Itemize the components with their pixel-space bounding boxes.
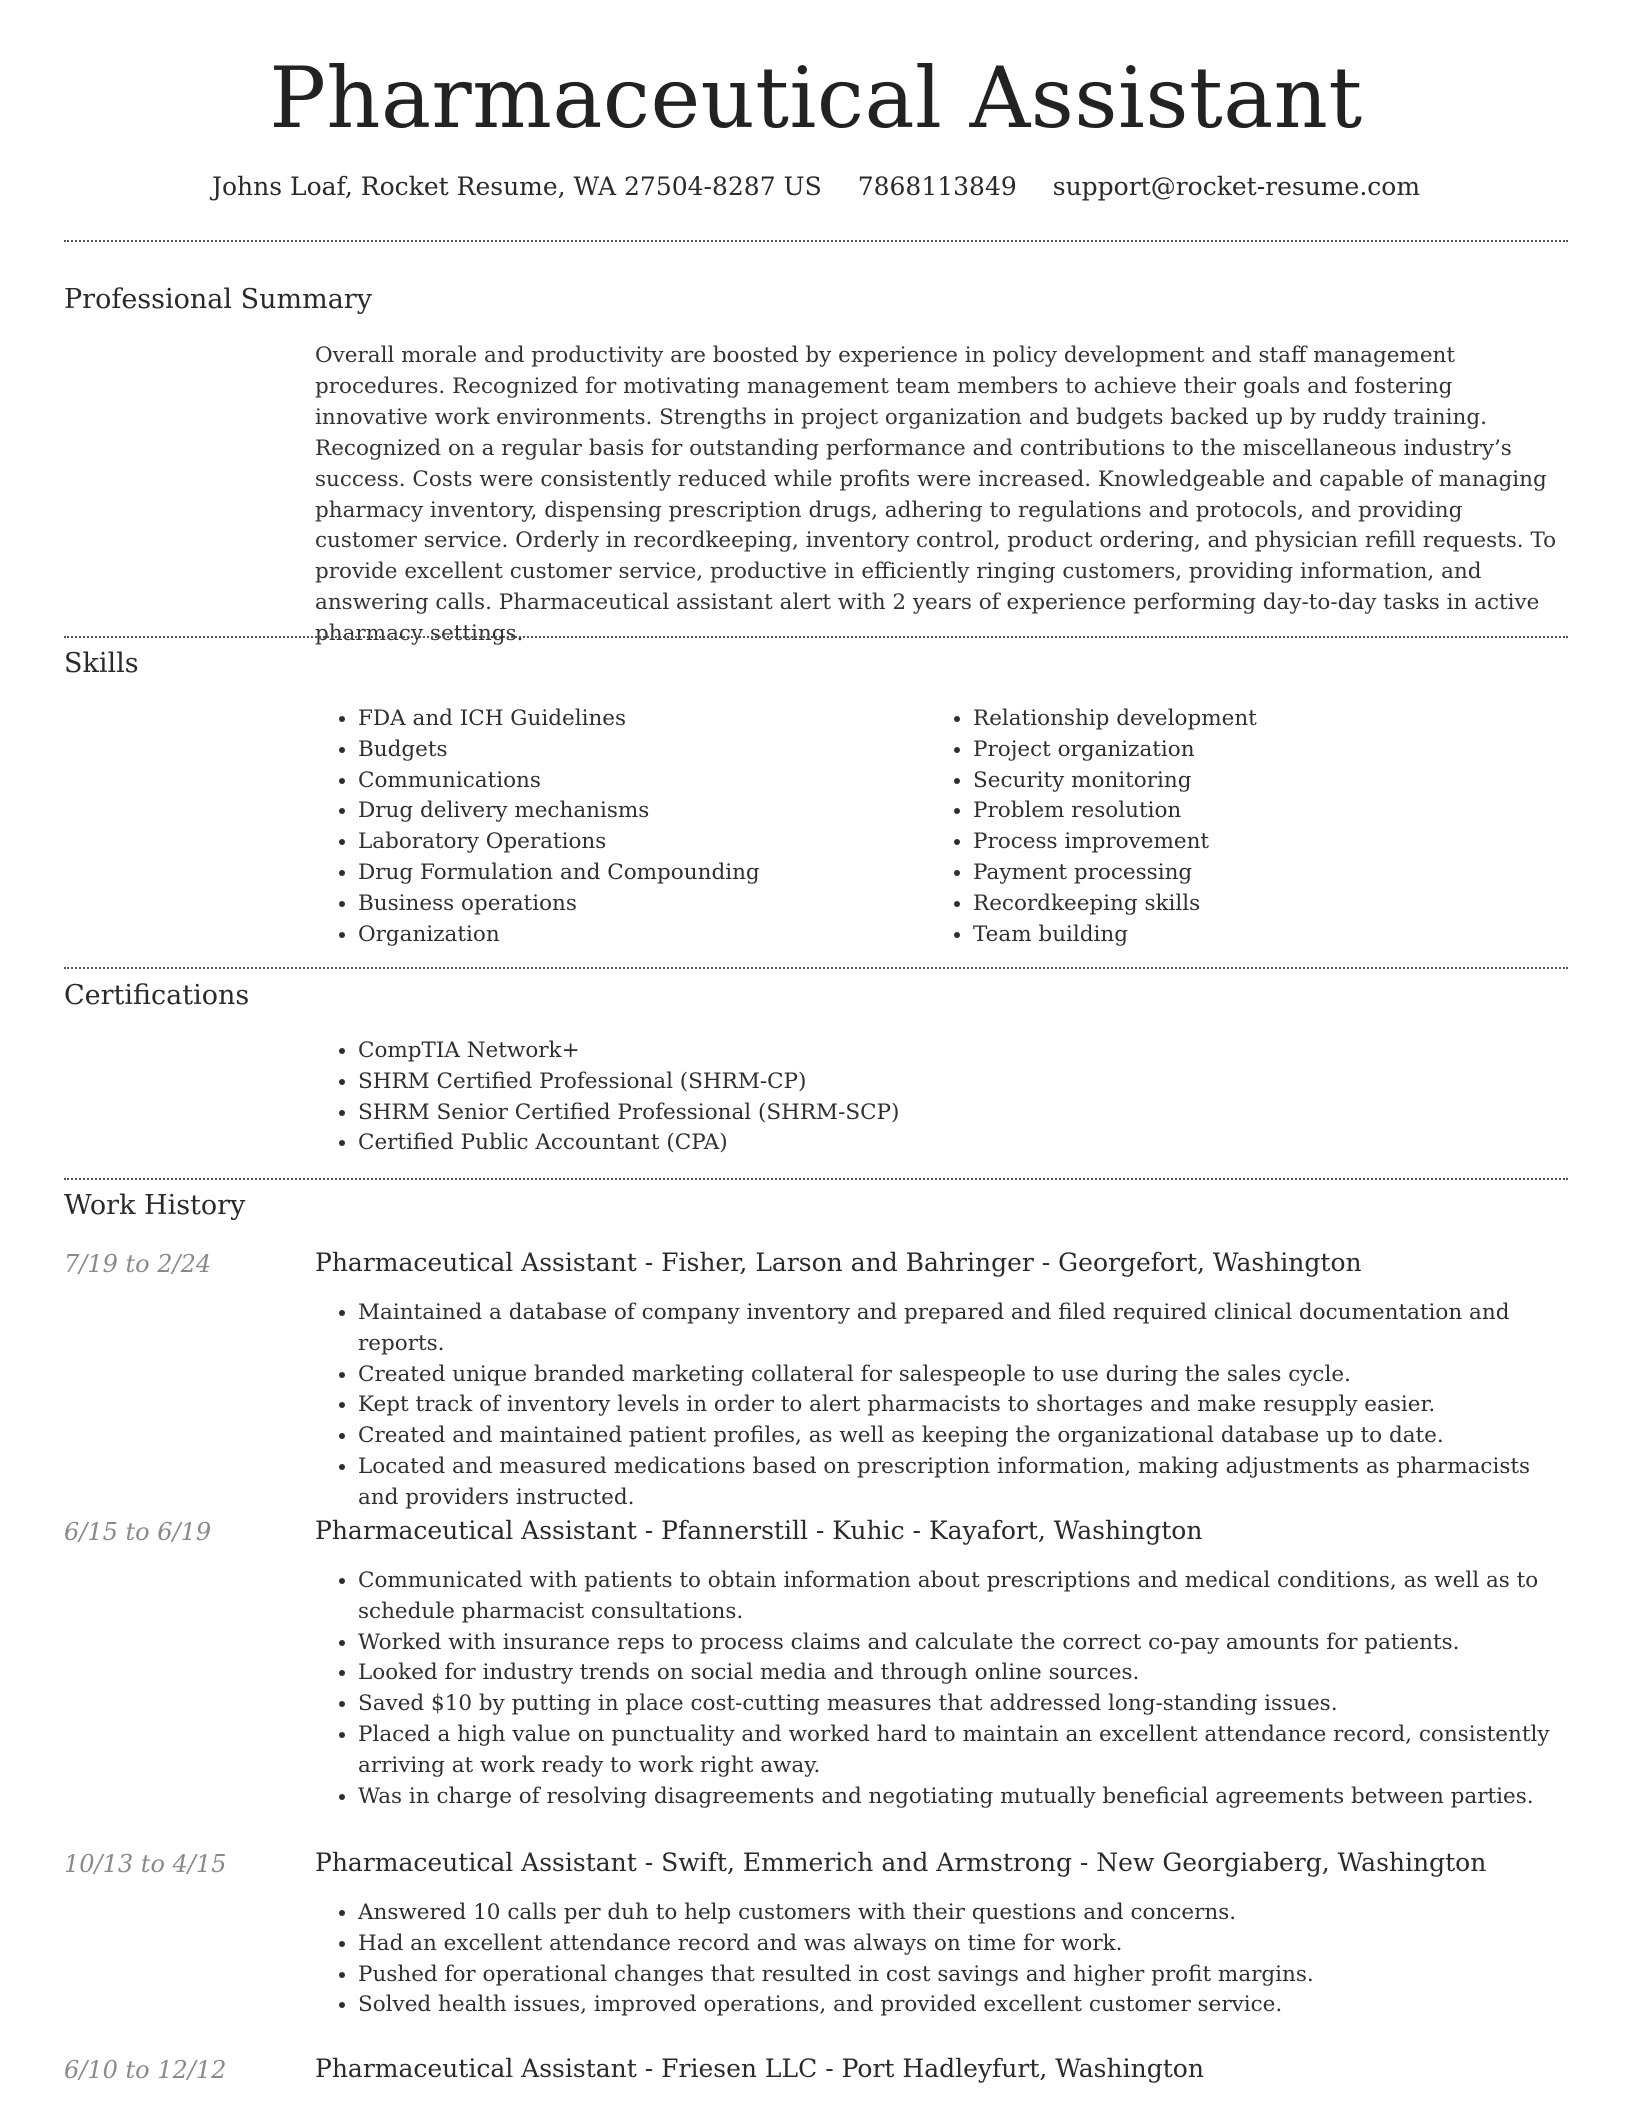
- summary-text: Overall morale and productivity are boosted by experience in policy development and staff management procedures. Recognized for motivating management team members to achieve their goals and fostering innovative work environments. Strengths in project organization and budgets backed up by ruddy training. Recognized on a regular basis for outstanding performance and contributions to the miscellaneous industry’s success. Costs were consistently reduced while profits were increased. Knowledgeable and capable of managing pharmacy inventory, dispensing prescription drugs, adhering to regulations and protocols, and providing customer service. Orderly in recordkeeping, inventory control, product ordering, and physician refill requests. To provide excellent customer service, productive in efficiently ringing customers, providing information, and answering calls. Pharmaceutical assistant alert with 2 years of experience performing day-to-day tasks in active pharmacy settings.: [315, 343, 1557, 647]
- page-title: Pharmaceutical Assistant: [269, 49, 1363, 147]
- job-bullet: • Placed a high value on punctuality and worked hard to maintain an excellent attendance record, consistently arriving at work ready to work right away.: [358, 1720, 1558, 1782]
- job-bullet: • Saved $10 by putting in place cost-cutting measures that addressed long-standing issues.: [358, 1689, 1558, 1720]
- skill-item: • Recordkeeping skills: [973, 889, 1533, 920]
- work-history-heading: Work History: [64, 1190, 246, 1221]
- job-dates: 6/10 to 12/12: [64, 2056, 227, 2084]
- skills-list-right: [973, 704, 1533, 950]
- job-bullet: • Located and measured medications based on prescription information, making adjustments as pharmacists and providers instructed.: [358, 1452, 1558, 1514]
- contact-info: [0, 172, 1632, 201]
- job-title: Pharmaceutical Assistant - Friesen LLC - Port Hadleyfurt, Washington: [315, 2054, 1204, 2083]
- contact-email: support@rocket-resume.com: [1052, 172, 1421, 201]
- job-bullet: • Created unique branded marketing collateral for salespeople to use during the sales cycle.: [358, 1360, 1558, 1391]
- skill-item: • Drug delivery mechanisms: [358, 796, 918, 827]
- skills-list-left: [358, 704, 918, 950]
- job-dates: 7/19 to 2/24: [64, 1250, 212, 1278]
- skill-item: • Communications: [358, 766, 918, 797]
- certifications-list: [358, 1036, 1258, 1159]
- contact-address: Johns Loaf, Rocket Resume, WA 27504-8287 US: [211, 172, 822, 201]
- job-bullet: • Was in charge of resolving disagreements and negotiating mutually beneficial agreements between parties.: [358, 1782, 1558, 1813]
- skill-item: • Problem resolution: [973, 796, 1533, 827]
- divider: [64, 240, 1568, 242]
- skill-item: • Laboratory Operations: [358, 827, 918, 858]
- contact-phone: 7868113849: [857, 172, 1017, 201]
- skill-item: • Business operations: [358, 889, 918, 920]
- divider: [64, 636, 1568, 638]
- job-bullet: • Maintained a database of company inventory and prepared and filed required clinical documentation and reports.: [358, 1298, 1558, 1360]
- skill-item: • Drug Formulation and Compounding: [358, 858, 918, 889]
- job-bullet: • Looked for industry trends on social media and through online sources.: [358, 1658, 1558, 1689]
- job-title: Pharmaceutical Assistant - Fisher, Larson and Bahringer - Georgefort, Washington: [315, 1248, 1362, 1277]
- skills-heading: Skills: [64, 648, 139, 679]
- job-bullet: • Kept track of inventory levels in order to alert pharmacists to shortages and make resupply easier.: [358, 1390, 1558, 1421]
- job-bullet: • Pushed for operational changes that resulted in cost savings and higher profit margins.: [358, 1960, 1558, 1991]
- job-bullets: [358, 1566, 1558, 1812]
- summary-heading: Professional Summary: [64, 284, 372, 315]
- job-bullet: • Answered 10 calls per duh to help customers with their questions and concerns.: [358, 1898, 1558, 1929]
- job-dates: 10/13 to 4/15: [64, 1850, 227, 1878]
- skill-item: • Organization: [358, 920, 918, 951]
- job-bullets: [358, 1898, 1558, 2021]
- job-title: Pharmaceutical Assistant - Swift, Emmerich and Armstrong - New Georgiaberg, Washington: [315, 1848, 1487, 1877]
- divider: [64, 967, 1568, 969]
- job-bullet: • Communicated with patients to obtain information about prescriptions and medical conditions, as well as to schedule pharmacist consultations.: [358, 1566, 1558, 1628]
- skill-item: • FDA and ICH Guidelines: [358, 704, 918, 735]
- skill-item: • Team building: [973, 920, 1533, 951]
- job-bullet: • Had an excellent attendance record and was always on time for work.: [358, 1929, 1558, 1960]
- job-bullets: [358, 1298, 1558, 1514]
- skill-item: • Relationship development: [973, 704, 1533, 735]
- certification-item: • SHRM Senior Certified Professional (SHRM-SCP): [358, 1098, 1258, 1129]
- job-bullet: • Created and maintained patient profiles, as well as keeping the organizational database up to date.: [358, 1421, 1558, 1452]
- job-dates: 6/15 to 6/19: [64, 1518, 212, 1546]
- skill-item: • Payment processing: [973, 858, 1533, 889]
- certifications-heading: Certifications: [64, 980, 250, 1011]
- certification-item: • CompTIA Network+: [358, 1036, 1258, 1067]
- skill-item: • Process improvement: [973, 827, 1533, 858]
- job-bullet: • Worked with insurance reps to process claims and calculate the correct co-pay amounts for patients.: [358, 1628, 1558, 1659]
- skill-item: • Budgets: [358, 735, 918, 766]
- job-title: Pharmaceutical Assistant - Pfannerstill - Kuhic - Kayafort, Washington: [315, 1516, 1203, 1545]
- certification-item: • Certified Public Accountant (CPA): [358, 1128, 1258, 1159]
- certification-item: • SHRM Certified Professional (SHRM-CP): [358, 1067, 1258, 1098]
- divider: [64, 1178, 1568, 1180]
- job-bullet: • Solved health issues, improved operations, and provided excellent customer service.: [358, 1990, 1558, 2021]
- skill-item: • Security monitoring: [973, 766, 1533, 797]
- skill-item: • Project organization: [973, 735, 1533, 766]
